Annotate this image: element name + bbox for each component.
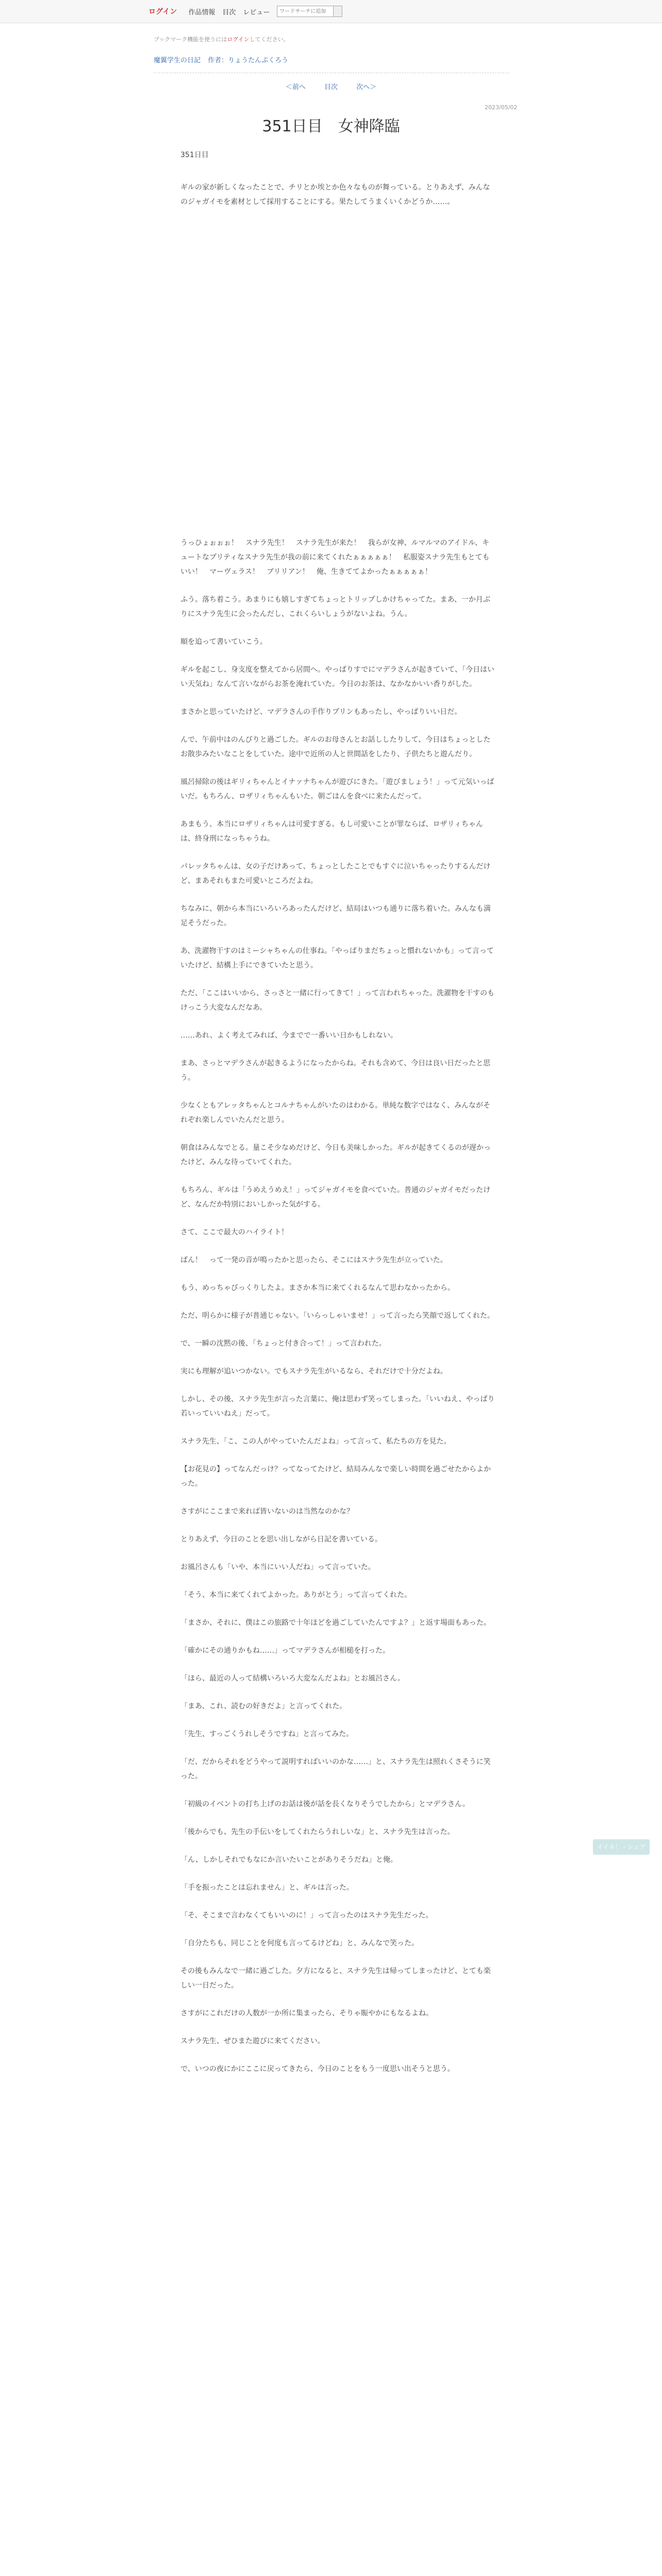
prev-chapter-link[interactable]: ＜前へ [285,83,306,91]
body-paragraph: 「まさか、それに、僕はこの旅路で十年ほどを過ごしていたんですよ？」と返す場面もあった。 [180,1619,491,1627]
body-paragraph: ぱん！ って一発の音が鳴ったかと思ったら、そこにはスナラ先生が立っていた。 [180,1256,448,1264]
body-paragraph: もちろん、ギルは「うめえうめえ！」ってジャガイモを食べていた。普通のジャガイモだったけど、なんだか特別においしかった気がする。 [180,1186,491,1209]
author-link[interactable]: りょうたんぷくろう [228,57,289,64]
notice-text: ブックマーク機能を使うには [154,36,227,43]
work-info [154,55,509,64]
body-paragraph: 少なくともアレッタちゃんとコルナちゃんがいたのはわかる。単純な数字ではなく、みんながそれぞれ楽しんでいたんだと思う。 [180,1101,491,1124]
body-paragraph: さすがにこれだけの人数が一か所に集まったら、そりゃ賑やかにもなるよね。 [180,2009,433,2018]
body-paragraph: ギルを起こし、身支度を整えてから居間へ。やっぱりすでにマデラさんが起きていて、「今日はいい天気ね」なんて言いながらお茶を淹れていた。今日のお茶は、なかなかいい香りがした。 [180,666,494,688]
nav-item-toc[interactable]: 目次 [222,8,236,16]
body-paragraph: さて、ここで最大のハイライト！ [180,1228,289,1236]
chapter-body-intro [180,180,495,223]
body-paragraph: で、一瞬の沈黙の後、「ちょっと付き合って！」って言われた。 [180,1340,386,1348]
body-paragraph: 実にも理解が追いつかない。でもスナラ先生がいるなら、それだけで十分だよね。 [180,1367,448,1376]
body-paragraph: んで、午前中はのんびりと過ごした。ギルのお母さんとお話ししたりして、今日はちょっとしたお散歩みたいなことをしていた。途中で近所の人と世間話をしたり、子供たちと遊んだり。 [180,736,491,758]
chapter-body [180,536,495,2090]
work-title-link[interactable]: 魔翼学生の日記 [154,57,201,64]
body-paragraph: 「ほら、最近の人って結構いろいろ大変なんだよね」とお風呂さん。 [180,1674,405,1683]
body-paragraph: ちなみに、朝から本当にいろいろあったんだけど、結局はいつも通りに落ち着いた。みんなも満足そうだった。 [180,905,491,927]
body-paragraph: 「そ、そこまで言わなくてもいいのに！」って言ったのはスナラ先生だった。 [180,1911,433,1920]
toc-link[interactable]: 目次 [324,83,338,91]
body-paragraph: まさかと思っていたけど、マデラさんの手作りプリンもあったし、やっぱりいい日だ。 [180,708,462,716]
nav-item-review[interactable]: レビュー [243,8,270,16]
body-paragraph: 【お花見の】ってなんだっけ？ってなってたけど、結局みんなで楽しい時間を過ごせたからよかった。 [180,1465,491,1488]
body-paragraph: スナラ先生、「こ、この人がやっていたんだよね」って言って、私たちの方を見た。 [180,1437,451,1446]
body-paragraph: 「自分たちも、同じことを何度も言ってるけどね」と、みんなで笑った。 [180,1939,419,1947]
body-paragraph: お風呂さんも「いや、本当にいい人だね」って言っていた。 [180,1563,375,1571]
body-paragraph: で、いつの夜にかにここに戻ってきたら、今日のことをもう一度思い出そうと思う。 [180,2065,455,2073]
body-paragraph: ただ、明らかに様子が普通じゃない。「いらっしゃいませ！」って言ったら笑顔で返してくれた。 [180,1312,494,1320]
author-label: 作者： [208,57,228,64]
body-paragraph: とりあえず、今日のことを思い出しながら日記を書いている。 [180,1535,382,1544]
notice-login-link[interactable]: ログイン [227,36,250,43]
body-paragraph: ふう。落ち着こう。あまりにも嬉しすぎてちょっとトリップしかけちゃってた。まあ、一か月ぶりにスナラ先生に会ったんだし、これくらいしょうがないよね。うん。 [180,596,490,618]
body-paragraph: 「ん、しかしそれでもなにか言いたいことがありそうだね」と俺。 [180,1856,398,1864]
search-button[interactable] [333,6,342,16]
work-header [154,25,509,73]
notice-text-suffix: してください。 [249,36,289,43]
body-paragraph: 「先生、すっごくうれしそうですね」と言ってみた。 [180,1730,354,1738]
chapter-pager [0,81,662,91]
post-date: 2023/05/02 [485,104,518,111]
chapter-title: 351日目 女神降臨 [262,117,400,135]
body-paragraph: しかし、その後、スナラ先生が言った言葉に、俺は思わず笑ってしまった。「いいねえ、やっぱり若いっていいねえ」だって。 [180,1395,495,1418]
body-paragraph: ただ、「ここはいいから、さっさと一緒に行ってきて！」って言われちゃった。洗濯物を干すのもけっこう大変なんだなあ。 [180,989,494,1012]
body-paragraph: その後もみんなで一緒に過ごした。夕方になると、スナラ先生は帰ってしまったけど、とても楽しい一日だった。 [180,1967,491,1990]
body-paragraph: 「初級のイベントの打ち上げのお話は後が話を長くなりそうでしたから」とマデラさん。 [180,1800,470,1808]
body-paragraph: あ、洗濯物干すのはミーシャちゃんの仕事ね。「やっぱりまだちょっと慣れないかも」って言っていたけど、結構上手にできていたと思う。 [180,947,494,970]
body-paragraph: 朝食はみんなでとる。量こそ少なめだけど、今日も美味しかった。ギルが起きてくるのが遅かったけど、みんな待っていてくれた。 [180,1144,491,1166]
like-share-button[interactable]: イイネ！・シェア [593,1839,650,1855]
body-paragraph: うっひょぉぉぉ！ スナラ先生！ スナラ先生が来た！ 我らが女神、ルマルマのアイドル、キュートなプリティなスナラ先生が我の前に来てくれたぁぁぁぁぁ！ 私服姿スナラ先生もとてもいい！ マーヴェラス！ ブリリアン！ 俺、生きててよかったぁぁぁぁぁ！ [180,539,490,576]
top-navigation-bar [0,0,662,23]
login-link[interactable]: ログイン [148,8,177,16]
body-paragraph: 「後からでも、先生の手伝いをしてくれたらうれしいな」と、スナラ先生は言った。 [180,1828,455,1836]
word-search-input[interactable] [277,6,333,16]
body-paragraph: 「そう、本当に来てくれてよかった。ありがとう」って言ってくれた。 [180,1591,411,1599]
body-paragraph: 順を追って書いていこう。 [180,638,267,646]
body-paragraph: ……あれ、よく考えてみれば、今までで一番いい日かもしれない。 [180,1031,398,1040]
word-search [277,6,342,17]
body-paragraph: 「手を振ったことは忘れません」と、ギルは言った。 [180,1884,354,1892]
body-paragraph: 風呂掃除の後はギリィちゃんとイナァナちゃんが遊びにきた。「遊びましょう！」って元気いっぱいだ。もちろん、ロザリィちゃんもいた。朝ごはんを食べに来たんだって。 [180,778,494,801]
body-paragraph: さすがにここまで来れば皆いないのは当然なのかな？ [180,1507,354,1516]
next-chapter-link[interactable]: 次へ＞ [356,83,377,91]
body-paragraph: 「確かにその通りかもね……」ってマデラさんが相槌を打った。 [180,1647,390,1655]
bookmark-notice [154,35,509,43]
body-paragraph: あまもう、本当にロザリィちゃんは可愛すぎる。もし可愛いことが罪ならば、ロザリィちゃんは、終身刑になっちゃうね。 [180,820,483,843]
body-paragraph: パレッタちゃんは、女の子だけあって、ちょっとしたことでもすぐに泣いちゃったりするんだけど、まあそれもまた可愛いところだよね。 [180,862,491,885]
nav-item-work-info[interactable]: 作品情報 [188,8,216,16]
body-paragraph: 「まあ、これ、読むの好きだよ」と言ってくれた。 [180,1702,347,1710]
body-paragraph: 「だ、だからそれをどうやって説明すればいいのかな……」と、スナラ先生は照れくさそうに笑った。 [180,1758,491,1781]
chapter-subtitle: 351日目 [180,151,209,159]
body-paragraph: スナラ先生、ぜひまた遊びに来てください。 [180,2037,325,2045]
body-paragraph: ギルの家が新しくなったことで、チリとか埃とか色々なものが舞っている。とりあえず、みんなのジャガイモを素材として採用することにする。果たしてうまくいくかどうか……。 [180,183,490,206]
body-paragraph: もう、めっちゃびっくりしたよ。まさか本当に来てくれるなんて思わなかったから。 [180,1284,455,1292]
body-paragraph: まあ、さっとマデラさんが起きるようになったからね。それも含めて、今日は良い日だったと思う。 [180,1059,491,1082]
